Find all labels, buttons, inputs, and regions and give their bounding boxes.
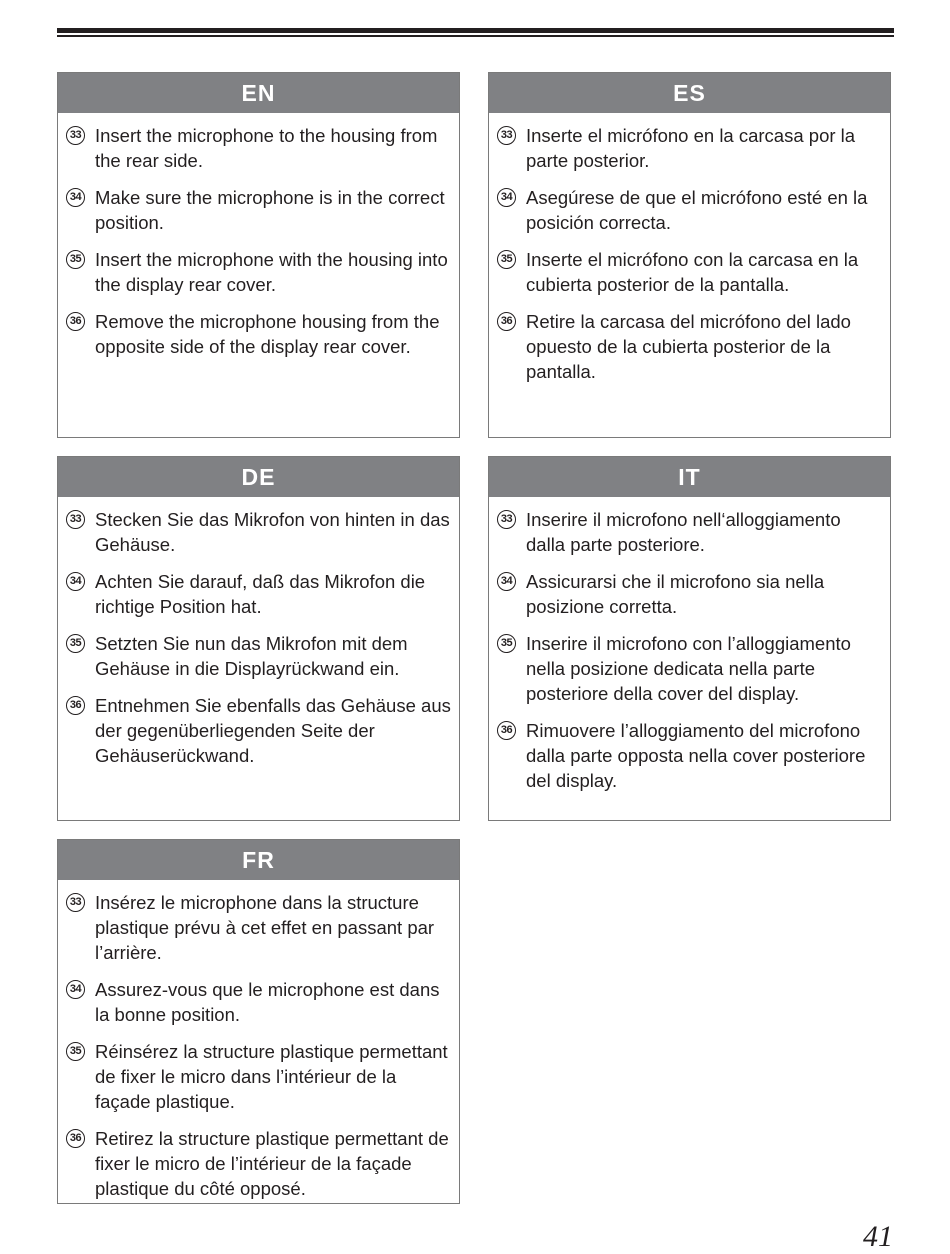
- step-number-badge: 35: [66, 1042, 85, 1061]
- panel-es: [488, 72, 891, 438]
- step-item: [497, 185, 882, 235]
- step-text: Retire la carcasa del micrófono del lado opuesto de la cubierta posterior de la pantalla.: [526, 311, 851, 382]
- panel-header-it: IT: [489, 457, 890, 497]
- step-item: [66, 631, 451, 681]
- step-text: Inserte el micrófono en la carcasa por la parte posterior.: [526, 125, 856, 171]
- step-item: [497, 309, 882, 384]
- step-text: Assurez-vous que le microphone est dans la bonne position.: [95, 979, 440, 1025]
- step-item: [497, 247, 882, 297]
- step-text: Assicurarsi che il microfono sia nella posizione corretta.: [526, 571, 825, 617]
- panel-header-fr: FR: [58, 840, 459, 880]
- step-item: [66, 309, 451, 359]
- step-number-badge: 34: [66, 572, 85, 591]
- step-item: [66, 569, 451, 619]
- page-number: 41: [863, 1220, 893, 1253]
- step-text: Inserire il microfono con l’alloggiamento nella posizione dedicata nella parte posteriore della cover del display.: [526, 633, 851, 704]
- step-text: Asegúrese de que el micrófono esté en la posición correcta.: [526, 187, 868, 233]
- step-number-badge: 36: [497, 312, 516, 331]
- panel-en: [57, 72, 460, 438]
- step-number-badge: 33: [497, 126, 516, 145]
- step-number-badge: 35: [66, 634, 85, 653]
- step-item: [66, 247, 451, 297]
- step-number-badge: 33: [66, 893, 85, 912]
- step-number-badge: 36: [66, 696, 85, 715]
- step-item: [66, 1126, 451, 1201]
- step-item: [497, 123, 882, 173]
- step-list-fr: [58, 880, 459, 1201]
- step-text: Insert the microphone with the housing into the display rear cover.: [95, 249, 448, 295]
- step-text: Rimuovere l’alloggiamento del microfono dalla parte opposta nella cover posteriore del display.: [526, 720, 866, 791]
- step-text: Stecken Sie das Mikrofon von hinten in das Gehäuse.: [95, 509, 450, 555]
- step-number-badge: 33: [66, 126, 85, 145]
- step-item: [66, 185, 451, 235]
- step-text: Insert the microphone to the housing from the rear side.: [95, 125, 438, 171]
- step-list-es: [489, 113, 890, 384]
- panel-header-es: ES: [489, 73, 890, 113]
- step-number-badge: 35: [497, 250, 516, 269]
- panel-fr: [57, 839, 460, 1204]
- step-number-badge: 34: [497, 572, 516, 591]
- step-text: Inserte el micrófono con la carcasa en la cubierta posterior de la pantalla.: [526, 249, 859, 295]
- step-item: [66, 507, 451, 557]
- step-number-badge: 34: [66, 980, 85, 999]
- step-text: Insérez le microphone dans la structure plastique prévu à cet effet en passant par l’arrière.: [95, 892, 435, 963]
- step-item: [66, 693, 451, 768]
- step-item: [66, 977, 451, 1027]
- step-number-badge: 35: [66, 250, 85, 269]
- step-number-badge: 36: [66, 312, 85, 331]
- step-text: Setzten Sie nun das Mikrofon mit dem Gehäuse in die Displayrückwand ein.: [95, 633, 408, 679]
- step-text: Retirez la structure plastique permettant de fixer le micro de l’intérieur de la façade plastique du côté opposé.: [95, 1128, 449, 1199]
- panel-header-de: DE: [58, 457, 459, 497]
- step-item: [497, 631, 882, 706]
- step-item: [66, 890, 451, 965]
- step-number-badge: 35: [497, 634, 516, 653]
- step-list-en: [58, 113, 459, 359]
- step-item: [497, 569, 882, 619]
- step-text: Réinsérez la structure plastique permettant de fixer le micro dans l’intérieur de la façade plastique.: [95, 1041, 448, 1112]
- step-number-badge: 34: [497, 188, 516, 207]
- top-rule-thin: [57, 35, 894, 37]
- step-text: Make sure the microphone is in the correct position.: [95, 187, 445, 233]
- step-number-badge: 33: [66, 510, 85, 529]
- step-text: Entnehmen Sie ebenfalls das Gehäuse aus der gegenüberliegenden Seite der Gehäuserückwand.: [95, 695, 451, 766]
- step-item: [497, 718, 882, 793]
- panel-it: [488, 456, 891, 821]
- step-item: [497, 507, 882, 557]
- panel-header-en: EN: [58, 73, 459, 113]
- step-list-it: [489, 497, 890, 793]
- step-number-badge: 36: [497, 721, 516, 740]
- step-item: [66, 1039, 451, 1114]
- step-text: Inserire il microfono nell‘alloggiamento dalla parte posteriore.: [526, 509, 841, 555]
- step-text: Remove the microphone housing from the opposite side of the display rear cover.: [95, 311, 440, 357]
- step-text: Achten Sie darauf, daß das Mikrofon die richtige Position hat.: [95, 571, 426, 617]
- step-number-badge: 34: [66, 188, 85, 207]
- panel-de: [57, 456, 460, 821]
- step-number-badge: 36: [66, 1129, 85, 1148]
- step-item: [66, 123, 451, 173]
- step-list-de: [58, 497, 459, 768]
- top-rule-thick: [57, 28, 894, 33]
- step-number-badge: 33: [497, 510, 516, 529]
